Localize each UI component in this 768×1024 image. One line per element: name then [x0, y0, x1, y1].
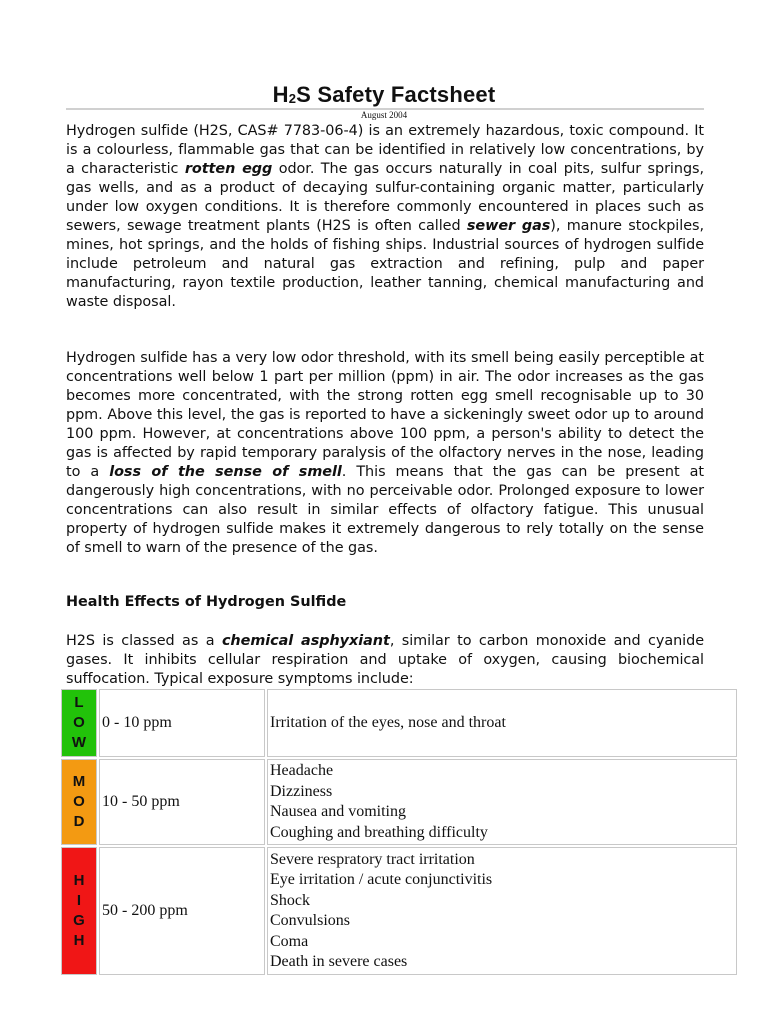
ppm-range: 10 - 50 ppm — [99, 759, 265, 845]
table-row — [61, 759, 737, 845]
exposure-symptoms-table — [59, 687, 739, 977]
intro-paragraph: Hydrogen sulfide (H2S, CAS# 7783-06-4) is an extremely hazardous, toxic compound. It is a colourless, flammable gas that can be identified in relatively low concentrations, by a characteristic rotten egg odor. The gas occurs naturally in coal pits, sulfur springs, gas wells, and as a product of decaying sulfur-containing organic matter, particularly under low oxygen conditions. It is therefore commonly encountered in places such as sewers, sewage treatment plants (H2S is often called sewer gas), manure stockpiles, mines, hot springs, and the holds of fishing ships. Industrial sources of hydrogen sulfide include petroleum and natural gas extraction and refining, pulp and paper manufacturing, rayon textile production, leather tanning, chemical manufacturing and waste disposal. — [66, 123, 705, 310]
symptom-item: Coma — [270, 932, 309, 950]
symptom-item: Severe respratory tract irritation — [270, 850, 475, 868]
symptom-item: Headache — [270, 762, 334, 779]
publish-date: August 2004 — [360, 110, 408, 120]
level-mod-badge: M O D — [61, 759, 97, 845]
page-title: $H_2S$ Safety Factsheet — [272, 82, 496, 107]
ppm-range: 0 - 10 ppm — [99, 689, 265, 757]
level-low-badge: L O W — [61, 689, 97, 757]
symptom-item: Nausea and vomiting — [270, 803, 406, 820]
table-row — [61, 847, 737, 975]
odor-paragraph: Hydrogen sulfide has a very low odor threshold, with its smell being easily perceptible at concentrations well below 1 part per million (ppm) in air. The odor increases as the gas becomes more concentrated, with the strong rotten egg smell recognisable up to 30 ppm. Above this level, the gas is reported to have a sickeningly sweet odor up to around 100 ppm. However, at concentrations above 100 ppm, a person's ability to detect the gas is affected by rapid temporary paralysis of the olfactory nerves in the nose, leading to a loss of the sense of smell. This means that the gas can be present at dangerously high concentrations, with no perceivable odor. Prolonged exposure to lower concentrations can also result in similar effects of olfactory fatigue. This unusual property of hydrogen sulfide makes it extremely dangerous to rely totally on the sense of smell to warn of the presence of the gas. — [66, 350, 704, 556]
symptoms-cell — [267, 847, 737, 975]
symptom-item: Coughing and breathing difficulty — [270, 823, 488, 841]
symptom-item: Shock — [270, 891, 310, 909]
symptom-item: Irritation of the eyes, nose and throat — [270, 713, 506, 731]
symptom-item: Eye irritation / acute conjunctivitis — [270, 871, 493, 888]
symptoms-cell — [267, 689, 737, 757]
section-heading: Health Effects of Hydrogen Sulfide — [66, 594, 347, 610]
level-high-badge: H I G H — [61, 847, 97, 975]
symptom-item: Dizziness — [270, 782, 333, 800]
ppm-range: 50 - 200 ppm — [99, 847, 265, 975]
health-paragraph: H2S is classed as a chemical asphyxiant, similar to carbon monoxide and cyanide gases. It inhibits cellular respiration and uptake of oxygen, causing biochemical suffocation. Typical exposure symptoms include: — [66, 633, 704, 687]
table-row — [61, 689, 737, 757]
symptom-item: Convulsions — [270, 912, 351, 929]
symptoms-cell — [267, 759, 737, 845]
symptom-item: Death in severe cases — [270, 953, 408, 970]
